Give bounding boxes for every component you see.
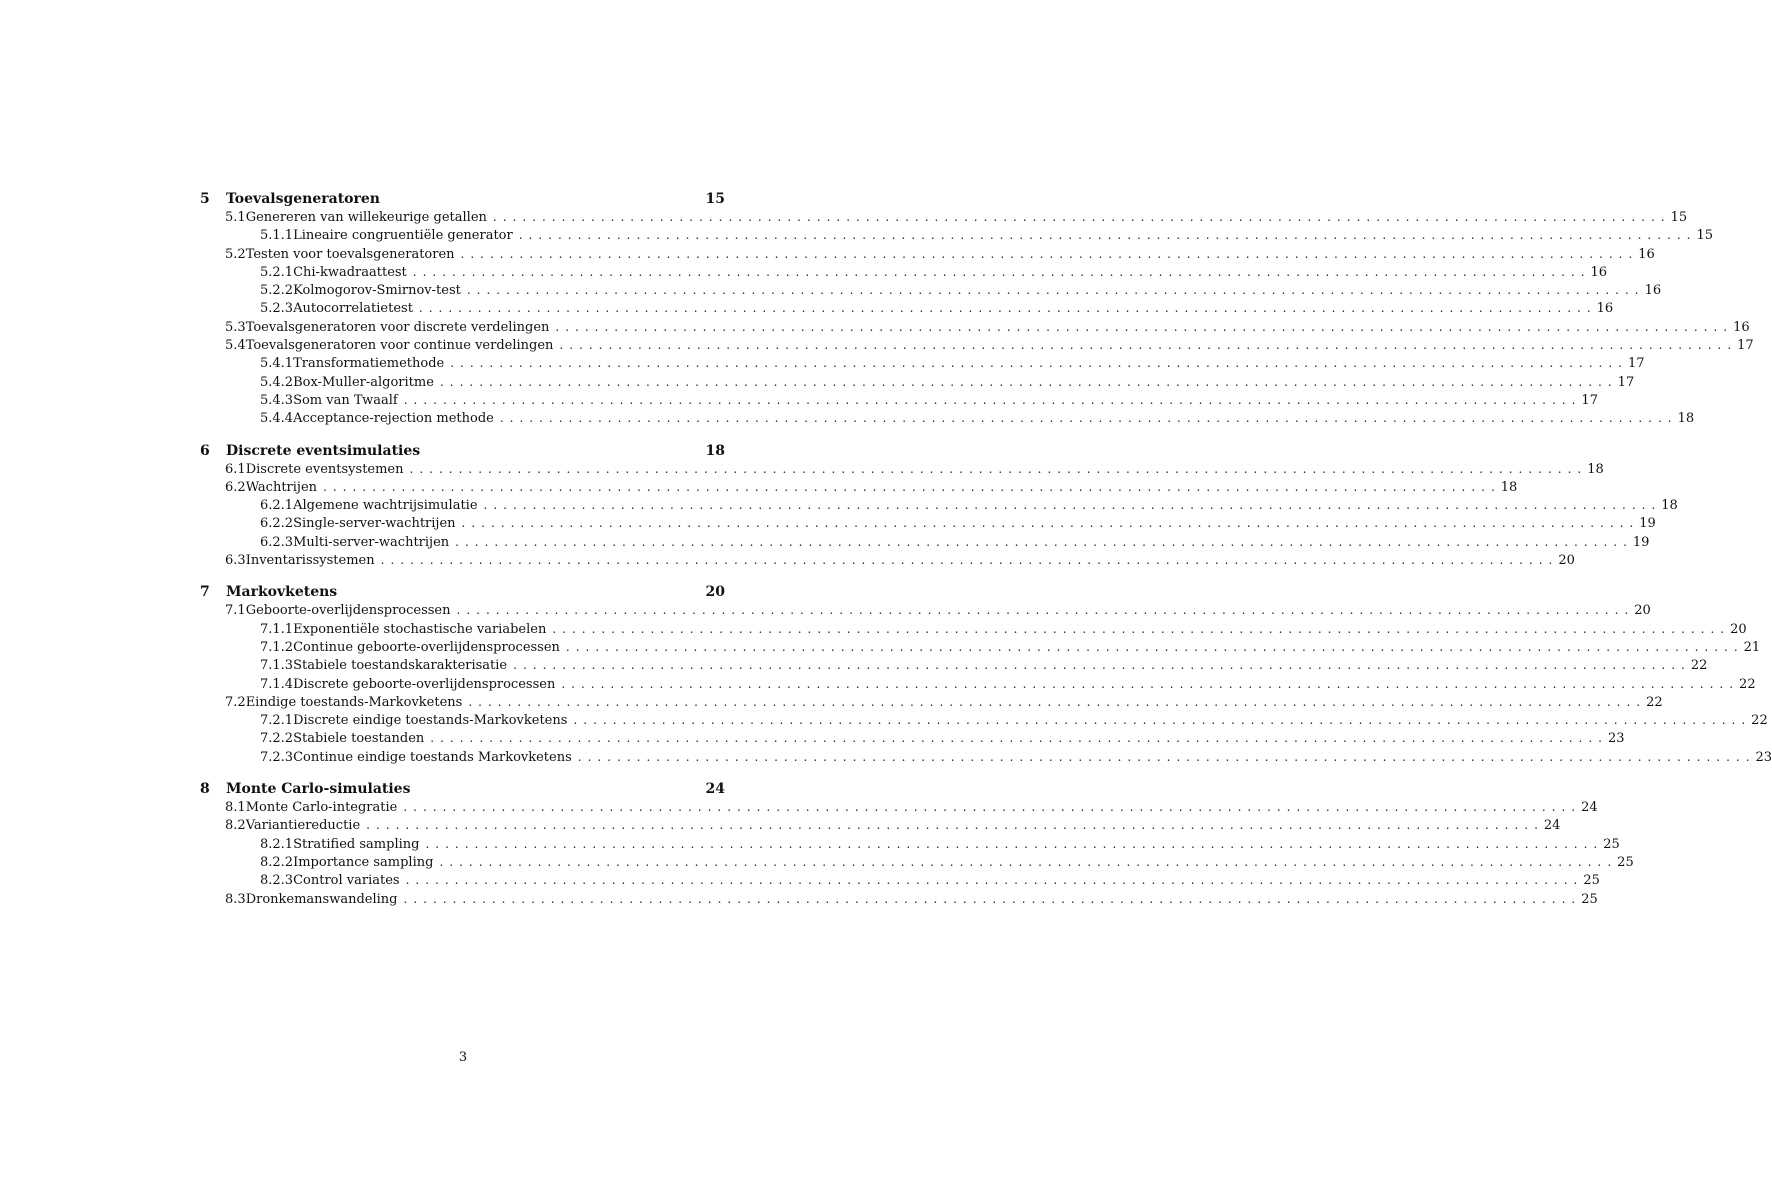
toc-subsection[interactable]: [200, 409, 1695, 427]
dot-leader: ........................................................................................................................: [403, 800, 1582, 815]
entry-number: 8.1: [225, 800, 246, 816]
chapter-number: 6: [200, 442, 210, 459]
toc-section[interactable]: [200, 460, 1604, 478]
entry-number: 7.2: [225, 694, 246, 710]
entry-title: Single-server-wachtrijen: [293, 516, 456, 532]
entry-number: 5.4.1: [260, 356, 294, 372]
entry-title: Discrete geboorte-overlijdensprocessen: [293, 676, 556, 692]
dot-leader: ........................................................................................................................: [559, 338, 1738, 353]
entry-page: 22: [1739, 676, 1756, 692]
toc-subsection[interactable]: [200, 675, 1756, 693]
entry-title: Acceptance-rejection methode: [293, 411, 494, 427]
entry-number: 6.1: [225, 461, 246, 477]
entry-page: 22: [1646, 694, 1663, 710]
entry-number: 5.2.3: [260, 301, 294, 317]
entry-title: Kolmogorov-Smirnov-test: [293, 283, 461, 299]
entry-number: 6.2.1: [260, 498, 294, 514]
entry-page: 18: [1500, 479, 1518, 495]
dot-leader: ........................................................................................................................: [455, 534, 1633, 549]
dot-leader: ........................................................................................................................: [461, 516, 1640, 531]
dot-leader: ........................................................................................................................: [468, 694, 1647, 709]
dot-leader: ........................................................................................................................: [439, 854, 1618, 869]
entry-page: 17: [1627, 356, 1645, 372]
entry-page: 22: [1690, 658, 1708, 674]
entry-page: 16: [1590, 264, 1608, 280]
entry-number: 7.1.1: [260, 621, 294, 637]
toc-subsection[interactable]: [200, 533, 1650, 551]
dot-leader: ........................................................................................................................: [513, 658, 1691, 673]
dot-leader: ........................................................................................................................: [323, 479, 1501, 494]
chapter-number: 8: [200, 781, 210, 798]
entry-page: 24: [1581, 800, 1598, 816]
entry-number: 8.2: [225, 818, 246, 834]
dot-leader: ........................................................................................................................: [492, 210, 1671, 224]
entry-number: 7.1: [225, 603, 246, 619]
toc-subsection[interactable]: [200, 496, 1678, 514]
entry-title: Lineaire congruentiële generator: [293, 228, 513, 244]
dot-leader: ........................................................................................................................: [405, 873, 1584, 888]
table-of-contents: [200, 190, 1772, 908]
toc-section[interactable]: [200, 318, 1750, 336]
entry-number: 5.4.4: [260, 411, 294, 427]
toc-subsection[interactable]: [200, 354, 1645, 372]
entry-number: 7.2.1: [260, 713, 294, 729]
entry-number: 8.2.1: [260, 836, 294, 852]
entry-page: 25: [1617, 854, 1634, 870]
toc-section[interactable]: [200, 601, 1651, 619]
entry-number: 8.2.2: [260, 854, 294, 870]
entry-page: 20: [1558, 553, 1575, 569]
entry-number: 5.1.1: [260, 228, 294, 244]
entry-number: 6.3: [225, 553, 246, 569]
toc-chapter[interactable]: [200, 190, 725, 208]
entry-title: Toevalsgeneratoren voor continue verdelingen: [245, 338, 554, 354]
toc-chapter[interactable]: [200, 442, 725, 460]
entry-title: Multi-server-wachtrijen: [293, 534, 450, 550]
dot-leader: ........................................................................................................................: [518, 228, 1697, 243]
dot-leader: ........................................................................................................................: [403, 891, 1582, 906]
entry-page: 25: [1581, 891, 1598, 907]
toc-section[interactable]: [200, 890, 1598, 908]
entry-title: Discrete eventsystemen: [245, 461, 404, 477]
entry-title: Wachtrijen: [245, 479, 318, 495]
toc-subsection[interactable]: [200, 226, 1713, 244]
entry-title: Autocorrelatietest: [293, 301, 413, 317]
entry-title: Dronkemanswandeling: [245, 891, 398, 907]
entry-number: 5.2.1: [260, 264, 294, 280]
chapter-number: 7: [200, 584, 210, 601]
entry-title: Geboorte-overlijdensprocessen: [245, 603, 451, 619]
toc-subsection[interactable]: [200, 514, 1656, 532]
entry-page: 22: [1751, 713, 1768, 729]
chapter-page: 15: [705, 191, 725, 207]
entry-title: Continue geboorte-overlijdensprocessen: [293, 639, 560, 655]
dot-leader: ........................................................................................................................: [561, 676, 1740, 691]
entry-page: 25: [1603, 836, 1620, 852]
toc-subsection[interactable]: [200, 391, 1598, 409]
dot-leader: ........................................................................................................................: [555, 319, 1734, 334]
entry-page: 17: [1617, 374, 1635, 390]
entry-page: 20: [1634, 603, 1651, 619]
entry-title: Inventarissystemen: [245, 553, 375, 569]
toc-section[interactable]: [200, 693, 1663, 711]
dot-leader: ........................................................................................................................: [565, 639, 1744, 654]
entry-title: Stratified sampling: [293, 836, 420, 852]
entry-number: 6.2: [225, 479, 246, 495]
entry-page: 18: [1677, 411, 1695, 427]
chapter-number: 5: [200, 191, 210, 207]
entry-number: 5.4.3: [260, 392, 294, 408]
entry-title: Continue eindige toestands Markovketens: [293, 749, 572, 765]
entry-number: 7.1.4: [260, 676, 294, 692]
entry-page: 23: [1755, 749, 1772, 765]
toc-subsection[interactable]: [200, 835, 1620, 853]
entry-page: 16: [1644, 283, 1662, 299]
entry-number: 6.2.2: [260, 516, 294, 532]
chapter-title: Toevalsgeneratoren: [226, 191, 380, 207]
chapter-page: 24: [705, 781, 725, 798]
chapter-title: Discrete eventsimulaties: [226, 442, 421, 459]
chapter-page: 20: [705, 584, 725, 601]
entry-title: Som van Twaalf: [293, 392, 398, 408]
entry-title: Importance sampling: [293, 854, 434, 870]
entry-number: 5.4: [225, 338, 246, 354]
chapter-page: 18: [705, 442, 725, 459]
toc-section[interactable]: [200, 336, 1754, 354]
entry-page: 20: [1730, 621, 1747, 637]
entry-page: 17: [1737, 338, 1754, 354]
dot-leader: ........................................................................................................................: [460, 246, 1639, 261]
toc-subsection[interactable]: [200, 748, 1772, 766]
dot-leader: ........................................................................................................................: [366, 818, 1544, 833]
dot-leader: ........................................................................................................................: [430, 731, 1608, 746]
entry-page: 16: [1638, 246, 1655, 262]
entry-title: Exponentiële stochastische variabelen: [293, 621, 547, 637]
entry-page: 24: [1543, 818, 1561, 834]
entry-page: 16: [1596, 301, 1614, 317]
entry-title: Genereren van willekeurige getallen: [245, 210, 487, 225]
entry-page: 18: [1587, 461, 1604, 477]
dot-leader: ........................................................................................................................: [412, 264, 1591, 279]
chapter-title: Monte Carlo-simulaties: [226, 781, 411, 798]
entry-title: Stabiele toestandskarakterisatie: [293, 658, 508, 674]
entry-page: 25: [1583, 873, 1600, 889]
entry-number: 5.3: [225, 319, 246, 335]
dot-leader: ........................................................................................................................: [409, 461, 1588, 476]
toc-subsection[interactable]: [200, 281, 1662, 299]
entry-number: 8.3: [225, 891, 246, 907]
page-number: 3: [458, 1050, 468, 1065]
entry-title: Discrete eindige toestands-Markovketens: [293, 713, 568, 729]
dot-leader: ........................................................................................................................: [483, 498, 1662, 513]
toc-subsection[interactable]: [200, 638, 1761, 656]
entry-number: 5.2: [225, 246, 246, 262]
entry-title: Variantiereductie: [245, 818, 361, 834]
dot-leader: ........................................................................................................................: [577, 749, 1756, 764]
toc-section[interactable]: [200, 816, 1561, 834]
toc-section[interactable]: [200, 798, 1598, 816]
entry-number: 7.2.3: [260, 749, 294, 765]
dot-leader: ........................................................................................................................: [499, 411, 1678, 426]
toc-subsection[interactable]: [200, 263, 1608, 281]
toc-subsection[interactable]: [200, 871, 1600, 889]
toc-subsection[interactable]: [200, 620, 1747, 638]
dot-leader: ........................................................................................................................: [418, 301, 1597, 316]
entry-title: Algemene wachtrijsimulatie: [293, 498, 478, 514]
entry-title: Monte Carlo-integratie: [245, 800, 398, 816]
entry-page: 15: [1696, 228, 1713, 244]
dot-leader: ........................................................................................................................: [380, 553, 1559, 568]
entry-number: 5.2.2: [260, 283, 294, 299]
entry-page: 18: [1661, 498, 1678, 514]
entry-number: 5.4.2: [260, 374, 294, 390]
dot-leader: ........................................................................................................................: [439, 374, 1618, 389]
toc-subsection[interactable]: [200, 299, 1614, 317]
entry-number: 5.1: [225, 210, 246, 225]
entry-title: Chi-kwadraattest: [293, 264, 407, 280]
entry-title: Control variates: [293, 873, 400, 889]
entry-page: 15: [1670, 210, 1688, 225]
dot-leader: ........................................................................................................................: [573, 713, 1752, 728]
toc-subsection[interactable]: [200, 656, 1708, 674]
entry-page: 23: [1608, 731, 1625, 747]
entry-page: 19: [1639, 516, 1656, 532]
entry-title: Testen voor toevalsgeneratoren: [245, 246, 455, 262]
entry-number: 7.2.2: [260, 731, 294, 747]
toc-section[interactable]: [200, 208, 1688, 226]
toc-section[interactable]: [200, 551, 1575, 569]
toc-subsection[interactable]: [200, 373, 1635, 391]
dot-leader: ........................................................................................................................: [450, 356, 1628, 371]
entry-page: 21: [1743, 639, 1761, 655]
entry-page: 17: [1581, 392, 1598, 408]
entry-title: Toevalsgeneratoren voor discrete verdelingen: [245, 319, 550, 335]
toc-chapter[interactable]: [200, 780, 725, 798]
entry-title: Stabiele toestanden: [293, 731, 425, 747]
entry-title: Box-Muller-algoritme: [293, 374, 434, 390]
dot-leader: ........................................................................................................................: [456, 603, 1635, 618]
dot-leader: ........................................................................................................................: [403, 392, 1582, 407]
entry-number: 6.2.3: [260, 534, 294, 550]
entry-page: 19: [1632, 534, 1650, 550]
entry-number: 7.1.3: [260, 658, 294, 674]
toc-subsection[interactable]: [200, 853, 1634, 871]
toc-section[interactable]: [200, 478, 1518, 496]
entry-page: 16: [1733, 319, 1750, 335]
entry-title: Transformatiemethode: [293, 356, 445, 372]
toc-subsection[interactable]: [200, 729, 1625, 747]
toc-chapter[interactable]: [200, 583, 725, 601]
dot-leader: ........................................................................................................................: [425, 836, 1604, 851]
chapter-title: Markovketens: [226, 584, 338, 601]
dot-leader: ........................................................................................................................: [552, 621, 1731, 636]
entry-number: 8.2.3: [260, 873, 294, 889]
entry-title: Eindige toestands-Markovketens: [245, 694, 463, 710]
toc-section[interactable]: [200, 245, 1655, 263]
toc-subsection[interactable]: [200, 711, 1768, 729]
entry-number: 7.1.2: [260, 639, 294, 655]
dot-leader: ........................................................................................................................: [466, 283, 1645, 298]
